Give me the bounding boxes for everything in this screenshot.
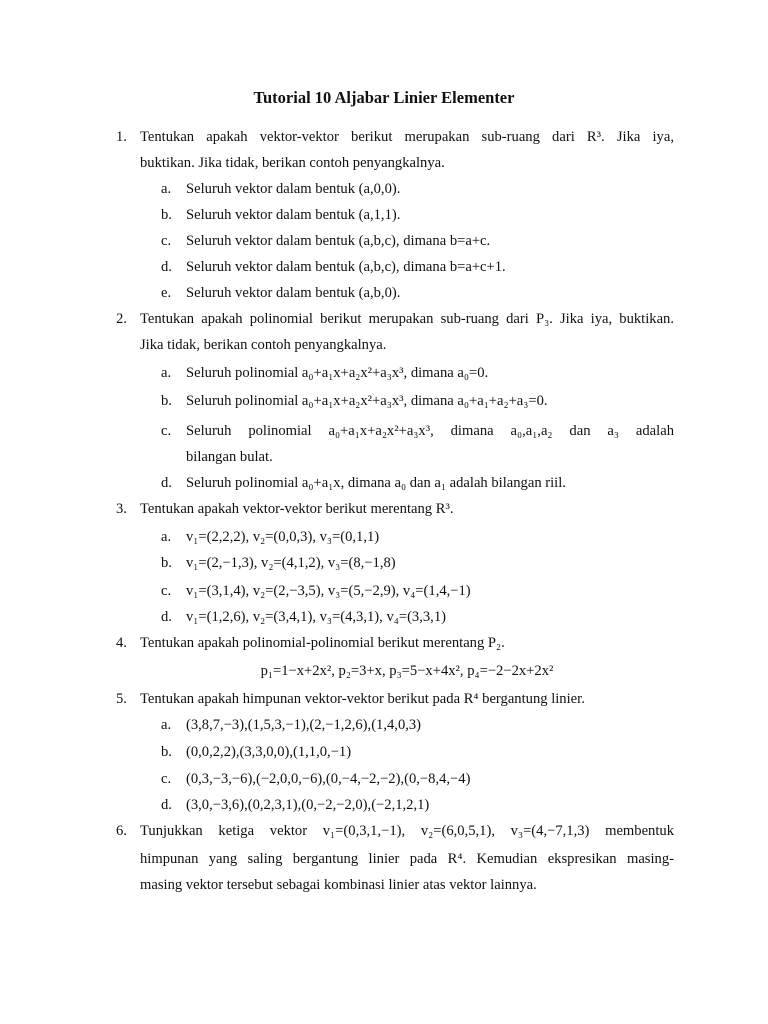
item-text: v₁=(2,−1,3), v₂=(4,1,2), v₃=(8,−1,8) [186, 555, 396, 571]
item-text: Seluruh polinomial a₀+a₁x+a₂x²+a₃x³, dimana a₀+a₁+a₂+a₃=0. [186, 393, 548, 409]
question-text: Jika tidak, berikan contoh penyangkalnya. [140, 337, 387, 353]
item-label: c. [161, 233, 172, 249]
item-label: b. [161, 207, 172, 223]
item-text: Seluruh vektor dalam bentuk (a,b,c), dimana b=a+c+1. [186, 259, 506, 275]
item-label: a. [161, 529, 172, 545]
item-text: v₁=(2,2,2), v₂=(0,0,3), v₃=(0,1,1) [186, 529, 380, 545]
question-text: Tentukan apakah vektor-vektor berikut merupakan sub-ruang dari R³. Jika iya, [140, 129, 674, 145]
item-text: (0,3,−3,−6),(−2,0,0,−6),(0,−4,−2,−2),(0,−8,4,−4) [186, 771, 471, 787]
item-text: Seluruh polinomial a₀+a₁x+a₂x²+a₃x³, dimana a₀,a₁,a₂ dan a₃ adalah [186, 423, 674, 439]
question-number: 6. [116, 823, 127, 839]
question-number: 4. [116, 635, 127, 651]
item-text: v₁=(1,2,6), v₂=(3,4,1), v₃=(4,3,1), v₄=(3,3,1) [186, 609, 446, 625]
item-text: bilangan bulat. [186, 449, 273, 465]
question-text: masing vektor tersebut sebagai kombinasi linier atas vektor lainnya. [140, 877, 537, 893]
item-label: b. [161, 393, 172, 409]
item-label: b. [161, 744, 172, 760]
question-text: Tentukan apakah vektor-vektor berikut merentang R³. [140, 501, 454, 517]
question-number: 3. [116, 501, 127, 517]
item-label: e. [161, 285, 172, 301]
question-text: Tentukan apakah polinomial-polinomial berikut merentang P₂. [140, 635, 505, 651]
item-text: (3,8,7,−3),(1,5,3,−1),(2,−1,2,6),(1,4,0,3) [186, 717, 422, 733]
centered-equation: p₁=1−x+2x², p₂=3+x, p₃=5−x+4x², p₄=−2−2x+2x² [260, 663, 554, 679]
question-number: 5. [116, 691, 127, 707]
item-label: c. [161, 423, 172, 439]
item-label: a. [161, 181, 172, 197]
item-label: b. [161, 555, 172, 571]
item-text: v₁=(3,1,4), v₂=(2,−3,5), v₃=(5,−2,9), v₄=(1,4,−1) [186, 583, 471, 599]
item-label: a. [161, 717, 172, 733]
question-text: buktikan. Jika tidak, berikan contoh penyangkalnya. [140, 155, 445, 171]
question-number: 1. [116, 129, 127, 145]
item-text: (0,0,2,2),(3,3,0,0),(1,1,0,−1) [186, 744, 352, 760]
item-text: Seluruh vektor dalam bentuk (a,0,0). [186, 181, 401, 197]
item-label: a. [161, 365, 172, 381]
item-label: d. [161, 475, 172, 491]
item-text: Seluruh vektor dalam bentuk (a,b,c), dimana b=a+c. [186, 233, 491, 249]
question-number: 2. [116, 311, 127, 327]
item-text: Seluruh vektor dalam bentuk (a,b,0). [186, 285, 401, 301]
item-text: (3,0,−3,6),(0,2,3,1),(0,−2,−2,0),(−2,1,2,1) [186, 797, 430, 813]
item-label: d. [161, 259, 172, 275]
page-title: Tutorial 10 Aljabar Linier Elementer [253, 88, 515, 107]
item-label: c. [161, 771, 172, 787]
item-text: Seluruh vektor dalam bentuk (a,1,1). [186, 207, 401, 223]
item-label: d. [161, 609, 172, 625]
question-text: Tentukan apakah himpunan vektor-vektor berikut pada R⁴ bergantung linier. [140, 691, 585, 707]
item-text: Seluruh polinomial a₀+a₁x, dimana a₀ dan a₁ adalah bilangan riil. [186, 475, 566, 491]
item-text: Seluruh polinomial a₀+a₁x+a₂x²+a₃x³, dimana a₀=0. [186, 365, 489, 381]
question-text: Tunjukkan ketiga vektor v₁=(0,3,1,−1), v₂=(6,0,5,1), v₃=(4,−7,1,3) membentuk [140, 823, 674, 839]
question-text: Tentukan apakah polinomial berikut merupakan sub-ruang dari P₃. Jika iya, buktikan. [140, 311, 674, 327]
item-label: d. [161, 797, 172, 813]
question-text: himpunan yang saling bergantung linier pada R⁴. Kemudian ekspresikan masing- [140, 851, 674, 867]
item-label: c. [161, 583, 172, 599]
